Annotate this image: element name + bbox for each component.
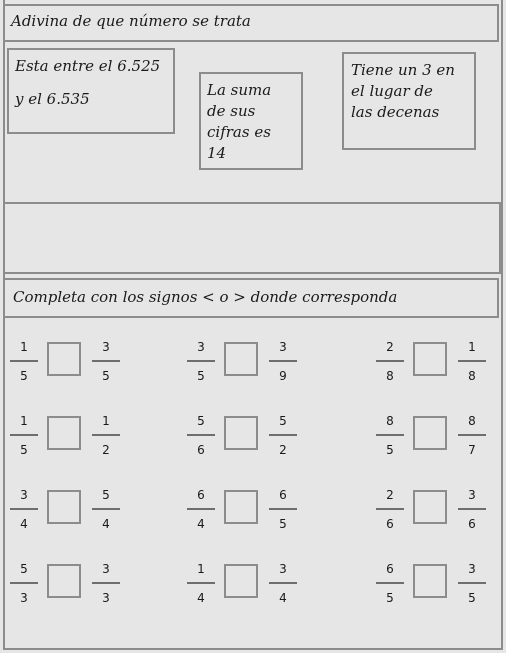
fraction-left bbox=[376, 558, 404, 614]
fraction-comparison bbox=[10, 558, 130, 614]
fraction-right bbox=[92, 558, 120, 614]
fraction-bar bbox=[376, 508, 404, 510]
numerator: 3 bbox=[102, 340, 110, 354]
fraction-bar bbox=[458, 360, 486, 362]
answer-square[interactable] bbox=[47, 564, 81, 598]
denominator: 3 bbox=[102, 591, 110, 605]
numerator: 5 bbox=[20, 562, 28, 576]
fraction-comparison bbox=[376, 336, 496, 392]
fraction-bar bbox=[269, 360, 297, 362]
denominator: 5 bbox=[468, 591, 476, 605]
answer-square[interactable] bbox=[413, 416, 447, 450]
clue-line: y el 6.535 bbox=[15, 90, 90, 108]
clue-line: de sus bbox=[207, 102, 256, 120]
denominator: 5 bbox=[102, 369, 110, 383]
clue-line: el lugar de bbox=[351, 82, 433, 100]
answer-square[interactable] bbox=[413, 342, 447, 376]
fraction-bar bbox=[10, 434, 38, 436]
fraction-right bbox=[458, 484, 486, 540]
fraction-left bbox=[10, 410, 38, 466]
denominator: 3 bbox=[20, 591, 28, 605]
fraction-comparison bbox=[376, 558, 496, 614]
denominator: 8 bbox=[386, 369, 394, 383]
fraction-comparison bbox=[187, 336, 307, 392]
title-text: Adivina de que número se trata bbox=[11, 12, 251, 30]
numerator: 2 bbox=[386, 488, 394, 502]
fraction-bar bbox=[269, 582, 297, 584]
fraction-bar bbox=[92, 582, 120, 584]
fraction-bar bbox=[458, 434, 486, 436]
fraction-bar bbox=[187, 508, 215, 510]
fraction-bar bbox=[187, 360, 215, 362]
numerator: 3 bbox=[197, 340, 205, 354]
numerator: 3 bbox=[279, 562, 287, 576]
denominator: 5 bbox=[20, 443, 28, 457]
answer-square[interactable] bbox=[413, 564, 447, 598]
clue-line: Esta entre el 6.525 bbox=[15, 57, 161, 75]
fraction-right bbox=[92, 336, 120, 392]
denominator: 5 bbox=[386, 591, 394, 605]
fraction-right bbox=[458, 410, 486, 466]
denominator: 5 bbox=[386, 443, 394, 457]
numerator: 1 bbox=[468, 340, 476, 354]
fraction-bar bbox=[92, 360, 120, 362]
numerator: 3 bbox=[102, 562, 110, 576]
fraction-comparison bbox=[376, 484, 496, 540]
numerator: 3 bbox=[468, 488, 476, 502]
numerator: 1 bbox=[20, 340, 28, 354]
fraction-left bbox=[187, 336, 215, 392]
denominator: 2 bbox=[102, 443, 110, 457]
instruction-text: Completa con los signos < o > donde corresponda bbox=[13, 288, 398, 306]
fraction-bar bbox=[376, 582, 404, 584]
fraction-bar bbox=[269, 434, 297, 436]
fraction-left bbox=[376, 410, 404, 466]
denominator: 8 bbox=[468, 369, 476, 383]
clue-line: La suma bbox=[207, 81, 272, 99]
fraction-bar bbox=[10, 508, 38, 510]
fraction-bar bbox=[187, 582, 215, 584]
fraction-left bbox=[10, 336, 38, 392]
fraction-right bbox=[92, 410, 120, 466]
fraction-comparison bbox=[376, 410, 496, 466]
denominator: 5 bbox=[197, 369, 205, 383]
fraction-left bbox=[10, 558, 38, 614]
denominator: 4 bbox=[102, 517, 110, 531]
numerator: 3 bbox=[20, 488, 28, 502]
numerator: 3 bbox=[468, 562, 476, 576]
fraction-comparison bbox=[10, 336, 130, 392]
clue-line: cifras es bbox=[207, 123, 271, 141]
denominator: 5 bbox=[20, 369, 28, 383]
clue-line: 14 bbox=[207, 144, 227, 162]
fraction-comparison bbox=[187, 410, 307, 466]
fraction-bar bbox=[10, 360, 38, 362]
numerator: 1 bbox=[102, 414, 110, 428]
clue-line: las decenas bbox=[351, 103, 440, 121]
fraction-comparison bbox=[10, 484, 130, 540]
denominator: 6 bbox=[386, 517, 394, 531]
fraction-right bbox=[269, 410, 297, 466]
denominator: 5 bbox=[279, 517, 287, 531]
fraction-bar bbox=[92, 508, 120, 510]
fraction-right bbox=[269, 484, 297, 540]
fraction-left bbox=[376, 336, 404, 392]
numerator: 5 bbox=[102, 488, 110, 502]
answer-square[interactable] bbox=[47, 416, 81, 450]
fraction-left bbox=[187, 558, 215, 614]
fraction-bar bbox=[376, 360, 404, 362]
answer-square[interactable] bbox=[224, 416, 258, 450]
fraction-left bbox=[10, 484, 38, 540]
denominator: 4 bbox=[197, 517, 205, 531]
fraction-bar bbox=[92, 434, 120, 436]
denominator: 4 bbox=[20, 517, 28, 531]
clue-line: Tiene un 3 en bbox=[351, 61, 455, 79]
numerator: 8 bbox=[468, 414, 476, 428]
fraction-bar bbox=[458, 582, 486, 584]
answer-square[interactable] bbox=[47, 342, 81, 376]
fraction-comparison bbox=[187, 484, 307, 540]
denominator: 4 bbox=[197, 591, 205, 605]
fraction-right bbox=[458, 336, 486, 392]
fraction-bar bbox=[458, 508, 486, 510]
denominator: 4 bbox=[279, 591, 287, 605]
fraction-left bbox=[187, 410, 215, 466]
numerator: 1 bbox=[197, 562, 205, 576]
denominator: 6 bbox=[468, 517, 476, 531]
numerator: 1 bbox=[20, 414, 28, 428]
denominator: 9 bbox=[279, 369, 287, 383]
numerator: 6 bbox=[386, 562, 394, 576]
numerator: 2 bbox=[386, 340, 394, 354]
answer-square[interactable] bbox=[224, 342, 258, 376]
fraction-right bbox=[92, 484, 120, 540]
fraction-left bbox=[376, 484, 404, 540]
numerator: 5 bbox=[197, 414, 205, 428]
fraction-comparison bbox=[10, 410, 130, 466]
fraction-right bbox=[269, 558, 297, 614]
answer-square[interactable] bbox=[47, 490, 81, 524]
numerator: 5 bbox=[279, 414, 287, 428]
numerator: 6 bbox=[197, 488, 205, 502]
answer-square[interactable] bbox=[224, 490, 258, 524]
fraction-bar bbox=[10, 582, 38, 584]
fraction-right bbox=[458, 558, 486, 614]
fraction-bar bbox=[269, 508, 297, 510]
fraction-comparison bbox=[187, 558, 307, 614]
numerator: 3 bbox=[279, 340, 287, 354]
answer-square[interactable] bbox=[224, 564, 258, 598]
denominator: 6 bbox=[197, 443, 205, 457]
fraction-right bbox=[269, 336, 297, 392]
numerator: 8 bbox=[386, 414, 394, 428]
answer-square[interactable] bbox=[413, 490, 447, 524]
fraction-bar bbox=[376, 434, 404, 436]
fraction-left bbox=[187, 484, 215, 540]
numerator: 6 bbox=[279, 488, 287, 502]
fraction-bar bbox=[187, 434, 215, 436]
denominator: 7 bbox=[468, 443, 476, 457]
denominator: 2 bbox=[279, 443, 287, 457]
